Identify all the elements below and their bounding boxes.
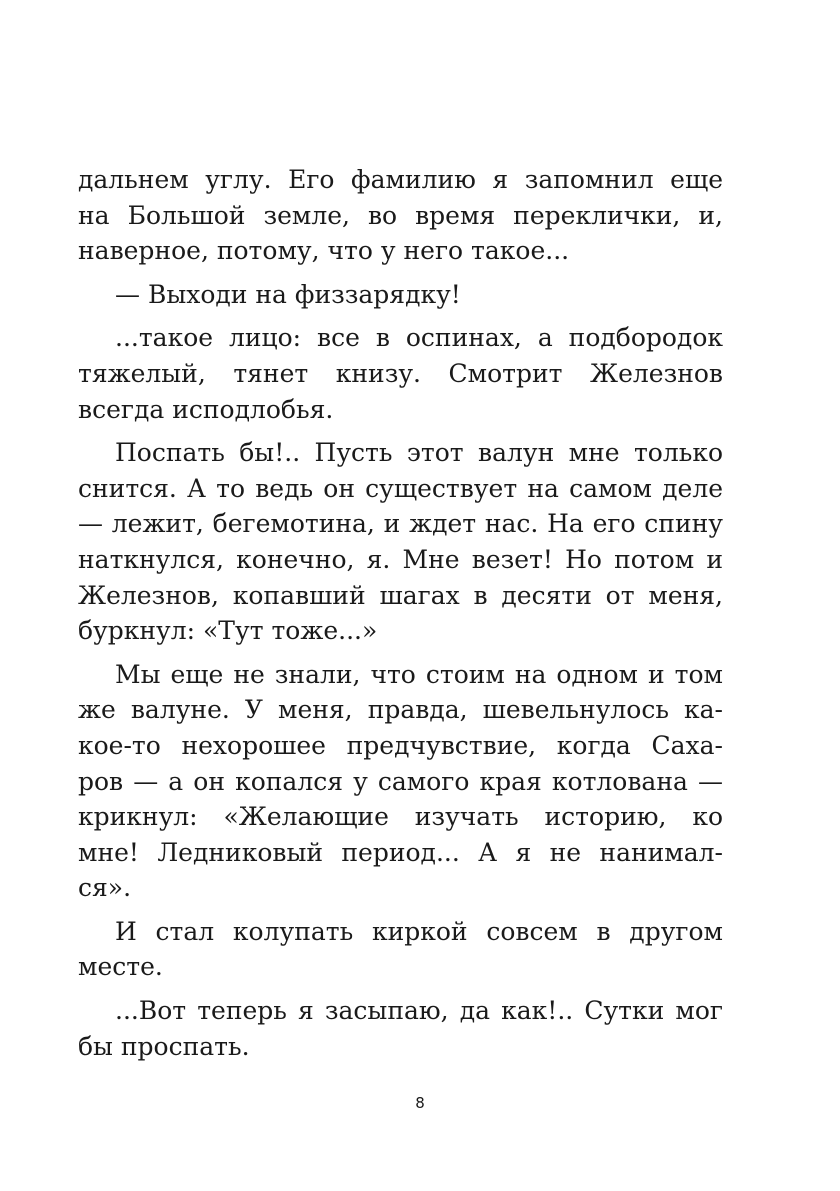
text-line: кое-то нехорошее предчувствие, когда Саха- xyxy=(78,730,723,760)
body-text xyxy=(78,162,723,1064)
text-line: Мы еще не знали, что стоим на одном и том xyxy=(115,659,723,689)
text-line: дальнем углу. Его фамилию я запомнил еще xyxy=(78,165,723,194)
page-number: 8 xyxy=(415,1094,425,1112)
text-line: на Большой земле, во время переклички, и, xyxy=(78,200,723,230)
text-line: наверное, потому, что у него такое... xyxy=(78,236,570,266)
text-line: — Выходи на физзарядку! xyxy=(115,279,461,309)
text-line: тяжелый, тянет книзу. Смотрит Железнов xyxy=(78,358,723,388)
text-line: снится. А то ведь он существует на самом деле xyxy=(78,473,723,503)
text-line: ров — а он копался у самого края котлована — xyxy=(78,766,723,796)
text-line: месте. xyxy=(78,952,163,982)
text-line: И стал колупать киркой совсем в другом xyxy=(115,916,723,946)
text-line: Железнов, копавший шагах в десяти от меня, xyxy=(78,580,723,610)
text-line: же валуне. У меня, правда, шевельнулось ка- xyxy=(78,695,723,725)
text-line: мне! Ледниковый период... А я не нанимал- xyxy=(78,837,723,867)
text-line: ...Вот теперь я засыпаю, да как!.. Сутки мог xyxy=(115,996,723,1026)
text-line: наткнулся, конечно, я. Мне везет! Но потом и xyxy=(78,544,723,574)
text-line: ся». xyxy=(78,873,132,903)
text-line: буркнул: «Тут тоже...» xyxy=(78,616,378,646)
text-line: ...такое лицо: все в оспинах, а подбородок xyxy=(115,323,723,353)
text-line: — лежит, бегемотина, и ждет нас. На его спину xyxy=(78,509,723,539)
text-line: бы проспать. xyxy=(78,1031,250,1061)
text-line: крикнул: «Желающие изучать историю, ко xyxy=(78,802,723,832)
text-line: всегда исподлобья. xyxy=(78,394,334,424)
text-line: Поспать бы!.. Пусть этот валун мне только xyxy=(115,438,723,468)
